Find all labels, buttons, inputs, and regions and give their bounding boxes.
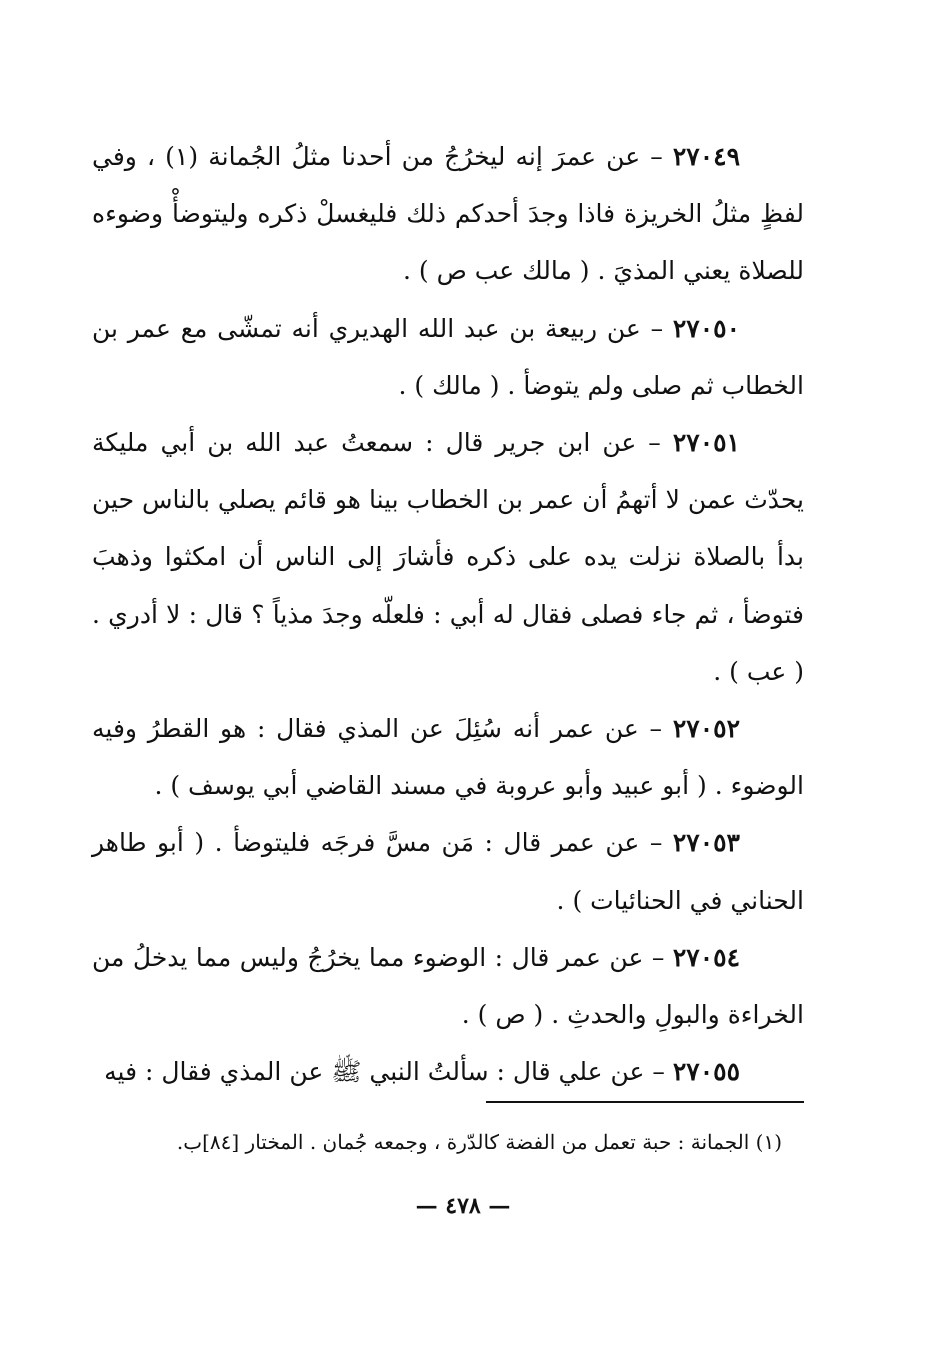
hadith-number: ٢٧٠٥٣	[672, 828, 740, 858]
hadith-number: ٢٧٠٤٩	[672, 142, 740, 171]
hadith-number: ٢٧٠٥٥	[672, 1057, 740, 1087]
hadith-text: – عن ابن جرير قال : سمعتُ عبد الله بن أبي مليكة يحدّث عمن لا أتهمُ أن عمر بن الخطاب بينا هو قائم يصلي بالناس حين بدأ بالصلاة نزلت يده على ذكره فأشارَ إلى الناس أن امكثوا وذهبَ فتوضأ ، ثم جاء فصلى فقال له أبي : فلعلّه وجدَ مذياً ؟ قال : لا أدري . ( عب ) .	[92, 428, 804, 686]
hadith-text: – عن عمر قال : مَن مسَّ فرجَه فليتوضأ . ( أبو طاهر الحناني في الحنائيات ) .	[92, 828, 804, 915]
hadith-27051	[92, 414, 804, 700]
hadith-number: ٢٧٠٥٤	[672, 942, 740, 972]
footnote: (١) الجمانة : حبة تعمل من الفضة كالدّرة ، وجمعه جُمان . المختار [٨٤]ب.	[176, 1130, 782, 1154]
hadith-text: – عن عمرَ إنه ليخرُجُ من أحدنا مثلُ الجُمانة (١) ، وفي لفظٍ مثلُ الخريزة فاذا وجدَ أحدكم ذلك فليغسلْ ذكره وليتوضأْ وضوءه للصلاة يعني المذيَ . ( مالك عب ص ) .	[92, 142, 804, 286]
hadith-number: ٢٧٠٥٢	[672, 714, 740, 744]
hadith-text: – عن علي قال : سألتُ النبي ﷺ عن المذي فقال : فيه	[104, 1057, 665, 1087]
hadith-27049	[92, 128, 804, 300]
hadith-27053	[92, 814, 804, 928]
hadith-27050	[92, 300, 804, 414]
hadith-27055	[92, 1043, 804, 1100]
page-number: — ٤٧٨ —	[415, 1193, 511, 1219]
hadith-number: ٢٧٠٥١	[672, 428, 740, 458]
hadith-27054	[92, 929, 804, 1043]
hadith-number: ٢٧٠٥٠	[672, 313, 740, 343]
hadith-text: – عن ربيعة بن عبد الله الهديري أنه تمشّى مع عمر بن الخطاب ثم صلى ولم يتوضأ . ( مالك ) .	[92, 313, 804, 400]
hadith-list	[92, 128, 804, 1100]
hadith-27052	[92, 700, 804, 814]
footnote-divider	[486, 1101, 804, 1103]
hadith-text: – عن عمر أنه سُئِلَ عن المذي فقال : هو القطرُ وفيه الوضوء . ( أبو عبيد وأبو عروبة في مسند القاضي أبي يوسف ) .	[92, 714, 804, 801]
hadith-text: – عن عمر قال : الوضوء مما يخرُجُ وليس مما يدخلُ من الخراءة والبولِ والحدثِ . ( ص ) .	[92, 942, 804, 1030]
